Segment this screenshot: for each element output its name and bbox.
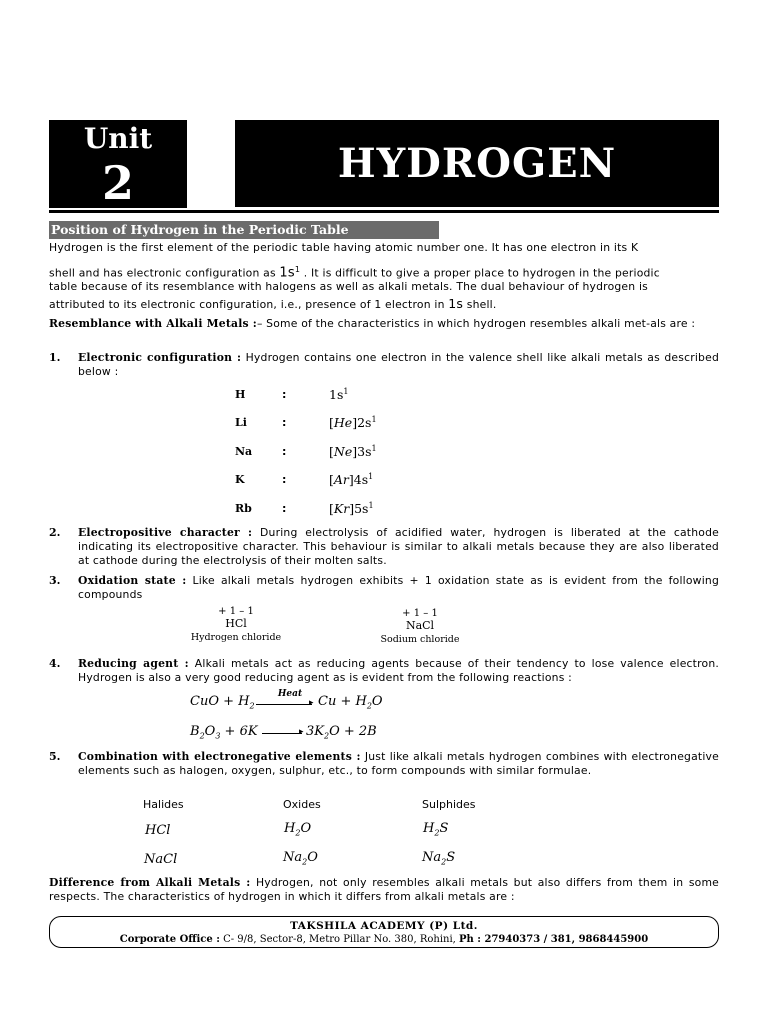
footer-office-label: Corporate Office :	[119, 934, 220, 945]
oxide-h2o	[284, 821, 311, 838]
config-sup: 1	[368, 501, 374, 510]
config-value	[329, 387, 348, 402]
halide-nacl: NaCl	[144, 852, 178, 867]
column-header-sulphides: Sulphides	[422, 798, 476, 811]
oxidation-states: + 1 – 1	[218, 606, 254, 617]
config-element: K	[235, 473, 245, 486]
point-electropositive	[78, 526, 719, 568]
point-text: During electrolysis of acidified water, hydrogen is liberated at the cathode indicating its electropositive character. This behaviour is similar to alkali metals because they are also liberated at cathode during the electrolysis of their molten salts.	[78, 526, 719, 567]
config-text: 1s	[448, 296, 464, 311]
reaction-sub: 2	[323, 731, 330, 741]
point-number: 4.	[49, 657, 61, 670]
difference-paragraph	[49, 876, 719, 904]
config-value: $[Ne]3s^1$	[329, 444, 377, 460]
reaction-text: CuO + H	[190, 694, 250, 709]
config-shell: 1s	[329, 387, 344, 403]
point-heading: Electronic configuration :	[78, 351, 242, 364]
intro-line-2	[49, 262, 719, 281]
config-text: 1s	[279, 265, 295, 281]
compound-name: Hydrogen chloride	[190, 632, 282, 643]
point-text: Just like alkali metals hydrogen combines with electronegative elements such as halogen, oxygen, sulphur, etc., to form compounds with similar formulae.	[78, 750, 719, 777]
arrow-head-icon: ▸	[309, 698, 314, 708]
reaction-sub: 2	[366, 701, 372, 711]
config-sup: 1	[294, 265, 301, 274]
config-sup: 1	[343, 387, 349, 396]
point-number: 1.	[49, 351, 61, 364]
config-value: $[Ar]4s^1$	[329, 472, 374, 488]
reaction-text: B	[190, 724, 200, 739]
formula-text: Na	[283, 850, 303, 865]
unit-label: Unit	[83, 122, 153, 155]
config-sup: 1	[371, 415, 377, 424]
reaction-2-left	[190, 724, 258, 741]
intro-text: shell.	[463, 298, 497, 311]
arrow-head-icon: ▸	[299, 727, 304, 737]
difference-text: Hydrogen, not only resembles alkali metals but also differs from them in some respects. The characteristics of hydrogen in which it differs from alkali metals are :	[49, 876, 720, 903]
reaction-2-right	[306, 724, 377, 741]
config-shell: 5s	[354, 501, 369, 517]
footer-address	[50, 934, 718, 945]
resemblance-text: – Some of the characteristics in which hydrogen resembles alkali met-als are :	[256, 317, 696, 330]
sulphide-h2s	[423, 821, 448, 838]
section-title: Position of Hydrogen in the Periodic Table	[49, 221, 439, 239]
intro-text: shell and has electronic configuration as	[49, 266, 280, 280]
config-core: Ne	[333, 444, 353, 460]
reaction-sub: 3	[215, 731, 221, 741]
intro-line-4	[49, 296, 719, 312]
compound-formula: NaCl	[405, 619, 435, 632]
formula-text: O	[307, 850, 318, 865]
point-heading: Reducing agent :	[78, 657, 189, 670]
compound-formula: HCl	[225, 617, 247, 630]
footer-company: TAKSHILA ACADEMY (P) Ltd.	[290, 920, 478, 932]
config-core: Ar	[333, 472, 349, 488]
config-element: Rb	[235, 502, 252, 515]
point-electronegative-combination	[78, 750, 719, 778]
config-element: Li	[235, 416, 247, 429]
reaction-sub: 2	[199, 731, 205, 741]
chapter-title: HYDROGEN	[235, 120, 719, 207]
difference-heading: Difference from Alkali Metals :	[49, 876, 251, 889]
formula-text: O	[300, 821, 312, 836]
point-reducing-agent	[78, 657, 719, 685]
config-colon: :	[282, 502, 287, 515]
formula-text: S	[446, 850, 456, 865]
compound-name: Sodium chloride	[380, 634, 460, 645]
oxide-na2o	[283, 850, 318, 867]
intro-line-1: Hydrogen is the first element of the periodic table having atomic number one. It has one electron in its K	[49, 241, 639, 254]
config-sup: 1	[371, 444, 377, 453]
reaction-1-right	[318, 694, 383, 711]
formula-sub: 2	[302, 857, 308, 867]
intro-text: attributed to its electronic configuration, i.e., presence of 1 electron in	[49, 298, 449, 311]
column-header-halides: Halides	[143, 798, 184, 811]
footer	[49, 916, 719, 948]
reaction-sub: 2	[249, 701, 255, 711]
point-number: 2.	[49, 526, 61, 539]
config-colon: :	[282, 473, 287, 486]
compound-nacl	[370, 608, 470, 645]
unit-number: 2	[101, 156, 134, 210]
reaction-1-left	[190, 694, 255, 711]
point-number: 3.	[49, 574, 61, 587]
point-number: 5.	[49, 750, 61, 763]
footer-address-text: C- 9/8, Sector-8, Metro Pillar No. 380, Rohini,	[219, 934, 460, 945]
formula-text: Na	[422, 850, 442, 865]
reaction-text: Cu + H	[318, 694, 367, 709]
reaction-text: O	[371, 694, 383, 709]
oxidation-states: + 1 – 1	[402, 608, 438, 619]
resemblance-heading: Resemblance with Alkali Metals :	[49, 317, 257, 330]
reaction-text: O + 2B	[329, 724, 377, 739]
column-header-oxides: Oxides	[283, 798, 321, 811]
point-text: Alkali metals act as reducing agents because of their tendency to lose valence electron. Hydrogen is also a very good reducing agent as is evident from the following reactions :	[78, 657, 719, 684]
config-element: Na	[235, 445, 253, 458]
config-colon: :	[282, 416, 287, 429]
resemblance-paragraph	[49, 317, 719, 331]
config-shell: 2s	[357, 415, 372, 431]
intro-text: . It is difficult to give a proper place to hydrogen in the periodic	[300, 266, 660, 280]
point-oxidation-state	[78, 574, 719, 602]
config-core: Kr	[333, 501, 350, 517]
formula-text: H	[284, 821, 296, 836]
compound-hcl	[186, 606, 286, 643]
reaction-arrow	[262, 733, 302, 734]
config-value: $[Kr]5s^1$	[329, 501, 374, 517]
formula-sub: 2	[434, 828, 440, 838]
formula-sub: 2	[441, 857, 447, 867]
halide-hcl: HCl	[145, 823, 171, 838]
config-colon: :	[282, 388, 287, 401]
point-electronic-configuration	[78, 351, 719, 379]
point-heading: Combination with electronegative elements :	[78, 750, 361, 763]
config-shell: 4s	[353, 472, 369, 488]
point-text: Like alkali metals hydrogen exhibits + 1 oxidation state as is evident from the following compounds	[78, 574, 720, 601]
reaction-condition: Heat	[277, 689, 303, 699]
point-heading: Electropositive character :	[78, 526, 253, 539]
config-core: He	[333, 415, 353, 431]
footer-phone-label: Ph :	[459, 934, 481, 945]
reaction-text: O	[204, 724, 216, 739]
config-colon: :	[282, 445, 287, 458]
formula-sub: 2	[295, 828, 301, 838]
header-divider	[49, 210, 719, 213]
sulphide-na2s	[422, 850, 455, 867]
config-value: $[He]2s^1$	[329, 415, 377, 431]
point-heading: Oxidation state :	[78, 574, 187, 587]
unit-badge	[49, 120, 187, 208]
formula-text: H	[423, 821, 435, 836]
footer-phone: 27940373 / 381, 9868445900	[481, 934, 649, 945]
config-shell: 3s	[357, 444, 372, 460]
point-text: Hydrogen contains one electron in the valence shell like alkali metals as described below :	[78, 351, 719, 378]
formula-text: S	[439, 821, 449, 836]
intro-line-3: table because of its resemblance with halogens as well as alkali metals. The dual behaviour of hydrogen is	[49, 280, 648, 293]
config-element: H	[235, 388, 246, 401]
reaction-arrow	[256, 704, 312, 705]
config-sup: 1	[368, 472, 374, 481]
reaction-text: 3K	[306, 724, 324, 739]
reaction-text: + 6K	[220, 724, 258, 739]
